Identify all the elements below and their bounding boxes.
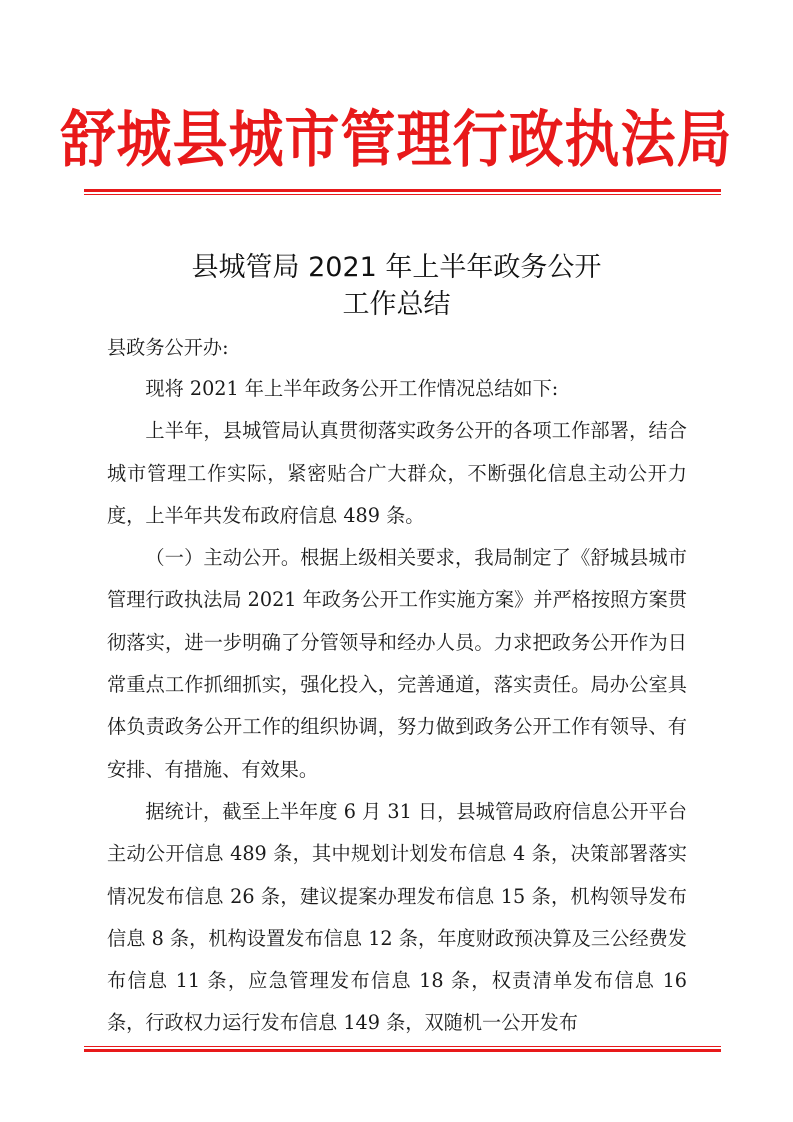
document-title-line1: 县城管局 2021 年上半年政务公开 (191, 252, 602, 283)
paragraph-intro: 现将 2021 年上半年政务公开工作情况总结如下: (145, 377, 559, 400)
letterhead-rule-thick (84, 189, 721, 192)
paragraph-active-disclosure: （一）主动公开。根据上级相关要求，我局制定了《舒城县城市管理行政执法局 2021 年政务公开工作实施方案》并严格按照方案贯彻落实，进一步明确了分管领导和经办人员。力求把政务公开作为日常重点工作抓细抓实，强化投入，完善通道，落实责任。局办公室具体负责政务公开工作的组织协调，努力做到政务公开工作有领导、有安排、有措施、有效果。 (107, 546, 687, 781)
footer-rule-thick (84, 1049, 721, 1052)
document-title-line2: 工作总结 (342, 289, 451, 320)
letterhead-org-name: 舒城县城市管理行政执法局 (60, 102, 733, 175)
salutation: 县政务公开办: (107, 336, 229, 359)
paragraph-statistics: 据统计，截至上半年度 6 月 31 日，县城管局政府信息公开平台主动公开信息 489 条，其中规划计划发布信息 4 条，决策部署落实情况发布信息 26 条，建议提案办理发布信息 15 条，机构领导发布信息 8 条，机构设置发布信息 12 条，年度财政预决算及三公经费发布信息 11 条，应急管理发布信息 18 条，权责清单发布信息 16 条，行政权力运行发布信息 149 条，双随机一公开发布 (107, 799, 687, 1035)
letterhead-rule-thin (84, 194, 721, 195)
footer-rule-thin (84, 1046, 721, 1047)
document-body (107, 368, 687, 1045)
paragraph-summary: 上半年，县城管局认真贯彻落实政务公开的各项工作部署，结合城市管理工作实际，紧密贴合广大群众，不断强化信息主动公开力度，上半年共发布政府信息 489 条。 (107, 419, 687, 527)
